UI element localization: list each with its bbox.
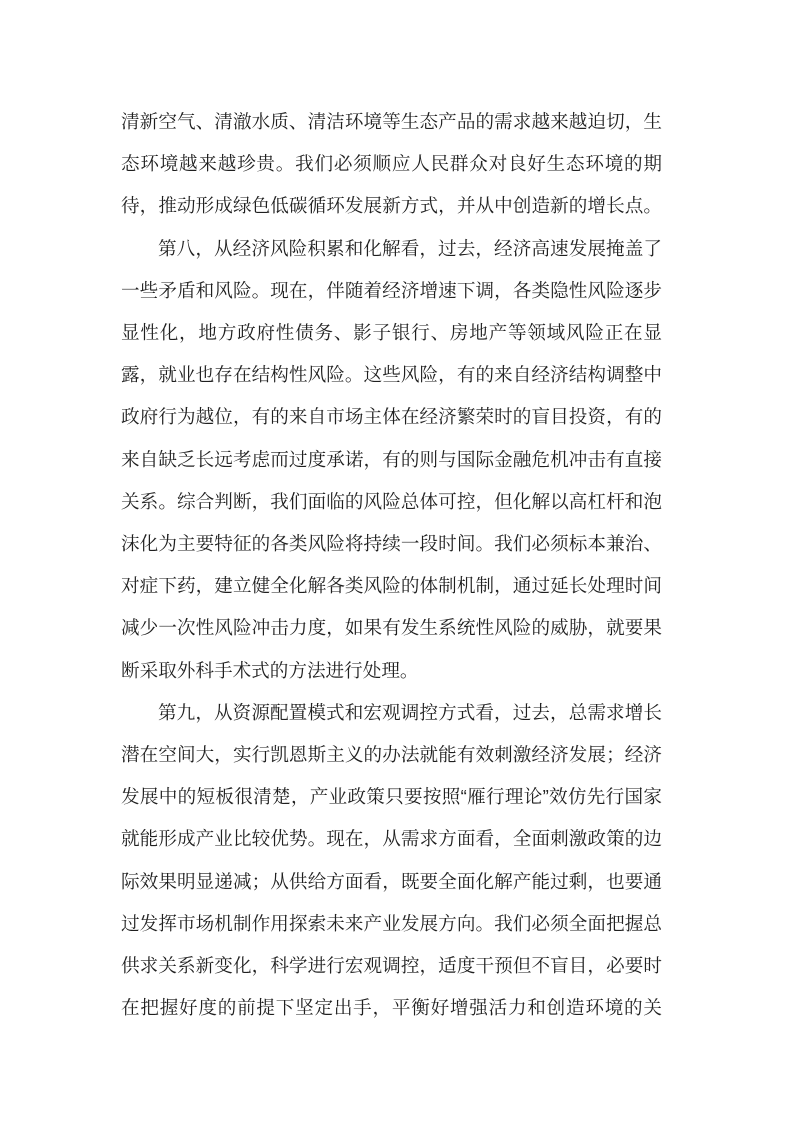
text-line: 待，推动形成绿色低碳循环发展新方式，并从中创造新的增长点。 xyxy=(121,195,662,217)
text-line: 沫化为主要特征的各类风险将持续一段时间。我们必须标本兼治、 xyxy=(121,533,662,555)
text-line: 政府行为越位，有的来自市场主体在经济繁荣时的盲目投资，有的 xyxy=(121,406,662,428)
text-line: 清新空气、清澈水质、清洁环境等生态产品的需求越来越迫切，生 xyxy=(121,111,662,132)
text-line: 第八，从经济风险积累和化解看，过去，经济高速发展掩盖了 xyxy=(158,237,662,259)
text-line: 供求关系新变化，科学进行宏观调控，适度干预但不盲目，必要时 xyxy=(121,955,662,977)
text-line: 对症下药，建立健全化解各类风险的体制机制，通过延长处理时间 xyxy=(121,575,662,597)
text-line: 断采取外科手术式的方法进行处理。 xyxy=(121,659,419,681)
text-line: 第九，从资源配置模式和宏观调控方式看，过去，总需求增长 xyxy=(158,701,662,723)
text-line: 关系。综合判断，我们面临的风险总体可控，但化解以高杠杆和泡 xyxy=(121,490,662,512)
text-line: 露，就业也存在结构性风险。这些风险，有的来自经济结构调整中 xyxy=(121,364,662,386)
text-line: 减少一次性风险冲击力度，如果有发生系统性风险的威胁，就要果 xyxy=(121,617,662,639)
text-line: 显性化，地方政府性债务、影子银行、房地产等领域风险正在显 xyxy=(121,322,662,344)
text-line: 态环境越来越珍贵。我们必须顺应人民群众对良好生态环境的期 xyxy=(121,153,662,175)
text-line: 过发挥市场机制作用探索未来产业发展方向。我们必须全面把握总 xyxy=(121,912,662,934)
text-line: 潜在空间大，实行凯恩斯主义的办法就能有效刺激经济发展；经济 xyxy=(121,744,662,766)
text-line: 发展中的短板很清楚，产业政策只要按照“雁行理论”效仿先行国家 xyxy=(121,786,662,808)
text-line: 就能形成产业比较优势。现在，从需求方面看，全面刺激政策的边 xyxy=(121,828,662,850)
text-line: 际效果明显递减；从供给方面看，既要全面化解产能过剩，也要通 xyxy=(121,870,662,892)
paragraph-ninth-macro-control xyxy=(121,692,662,1030)
text-line: 在把握好度的前提下坚定出手，平衡好增强活力和创造环境的关 xyxy=(121,997,662,1019)
paragraph-ecology xyxy=(121,101,662,228)
text-block xyxy=(121,101,662,1029)
paragraph-eighth-economic-risk xyxy=(121,228,662,692)
text-line: 一些矛盾和风险。现在，伴随着经济增速下调，各类隐性风险逐步 xyxy=(121,279,662,301)
text-line: 来自缺乏长远考虑而过度承诺，有的则与国际金融危机冲击有直接 xyxy=(121,448,662,470)
